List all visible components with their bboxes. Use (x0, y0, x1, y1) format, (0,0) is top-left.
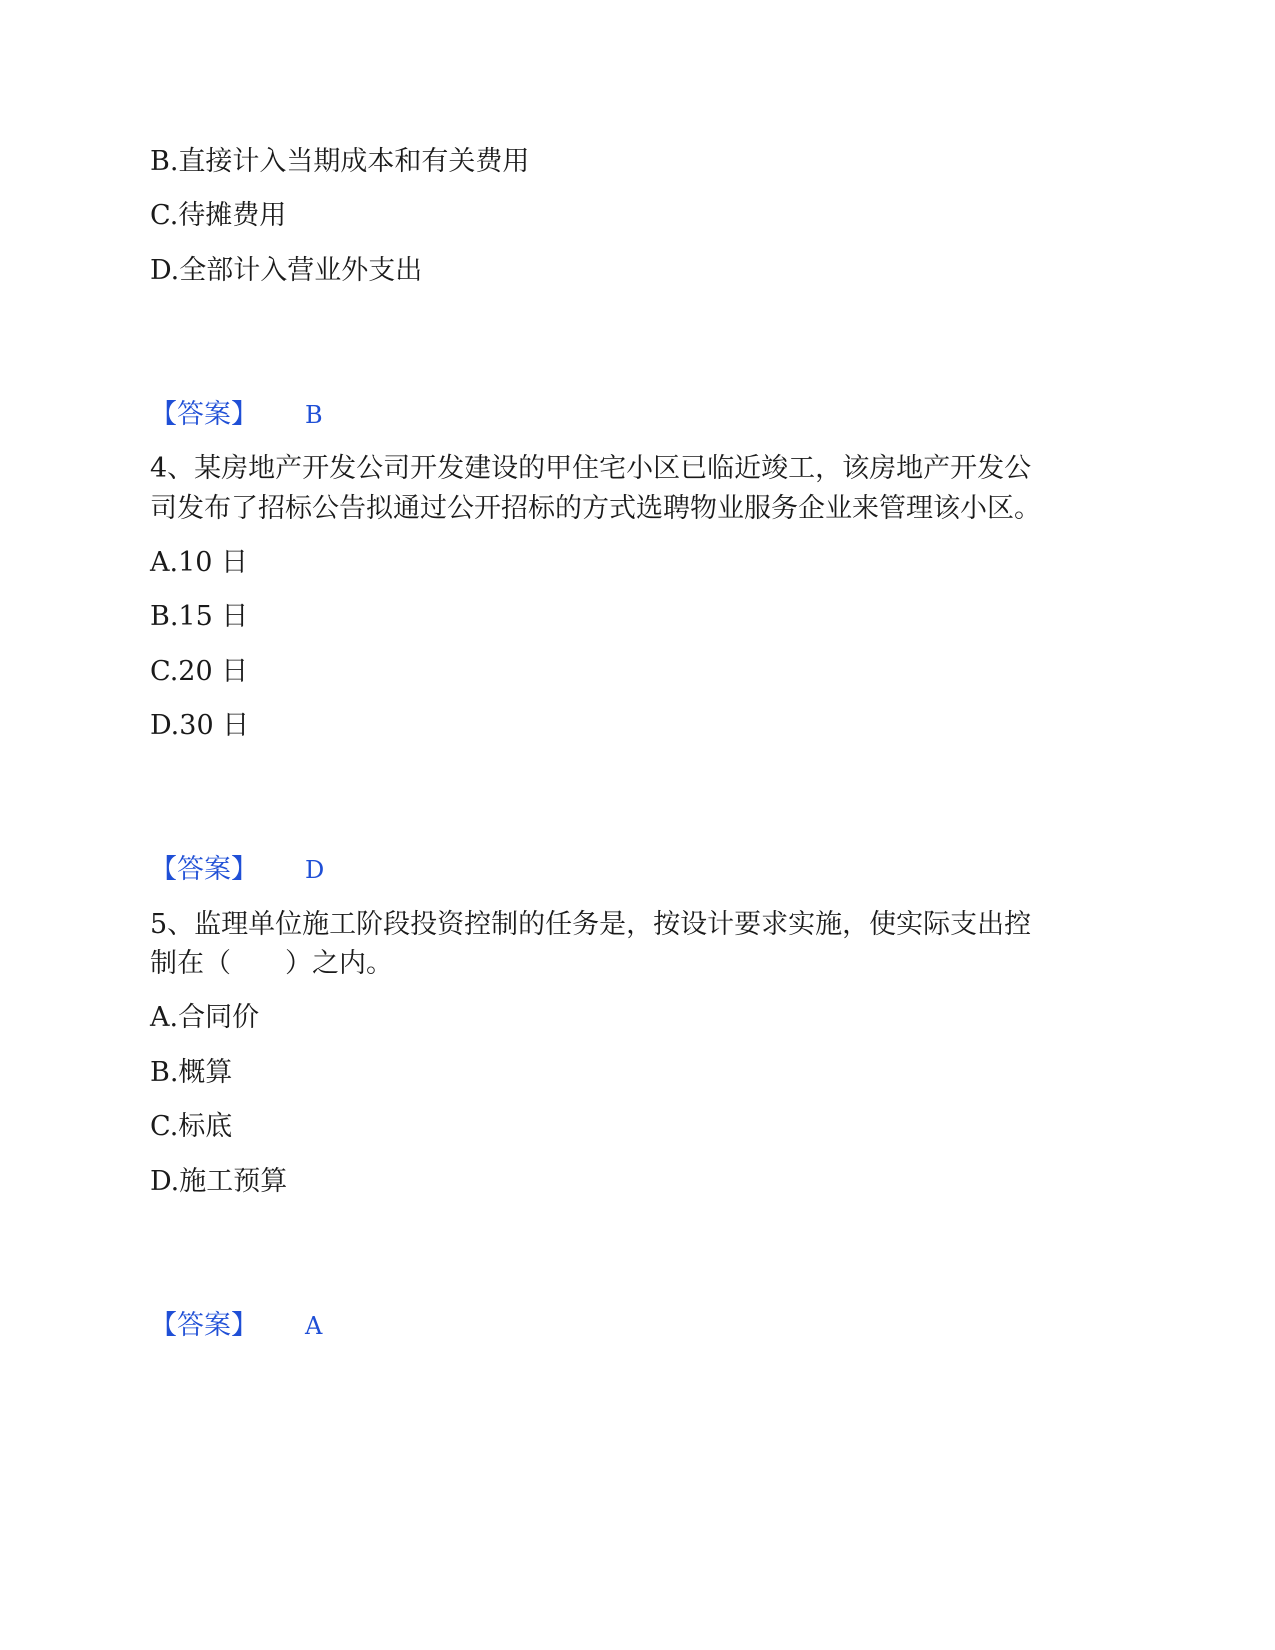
q3-option-c: C.待摊费用 (150, 200, 287, 231)
q3-option-b: B.直接计入当期成本和有关费用 (150, 146, 530, 177)
q5-option-c: C.标底 (150, 1111, 233, 1142)
q4-answer (150, 851, 325, 889)
q4-stem-line1: 4、某房地产开发公司开发建设的甲住宅小区已临近竣工，该房地产开发公 (150, 453, 1032, 484)
q5-answer (150, 1307, 323, 1345)
q4-option-a: A.10 日 (150, 547, 249, 578)
answer-label: 【答案】 (150, 399, 258, 430)
q4-option-b: B.15 日 (150, 601, 249, 632)
q5-option-d: D.施工预算 (150, 1166, 288, 1197)
q4-stem-line2: 司发布了招标公告拟通过公开招标的方式选聘物业服务企业来管理该小区。 (150, 493, 1041, 524)
q3-answer (150, 396, 323, 434)
answer-label: 【答案】 (150, 1310, 258, 1341)
q4-option-c: C.20 日 (150, 656, 249, 687)
answer-value: A (305, 1312, 323, 1340)
answer-value: D (305, 856, 325, 884)
q5-stem-line1: 5、监理单位施工阶段投资控制的任务是，按设计要求实施，使实际支出控 (150, 909, 1032, 940)
q5-option-b: B.概算 (150, 1057, 233, 1088)
answer-value: B (305, 401, 323, 429)
q4-option-d: D.30 日 (150, 710, 250, 741)
answer-label: 【答案】 (150, 854, 258, 885)
q3-option-d: D.全部计入营业外支出 (150, 255, 423, 286)
q5-stem-line2: 制在（ ）之内。 (150, 948, 393, 979)
q5-option-a: A.合同价 (150, 1002, 260, 1033)
